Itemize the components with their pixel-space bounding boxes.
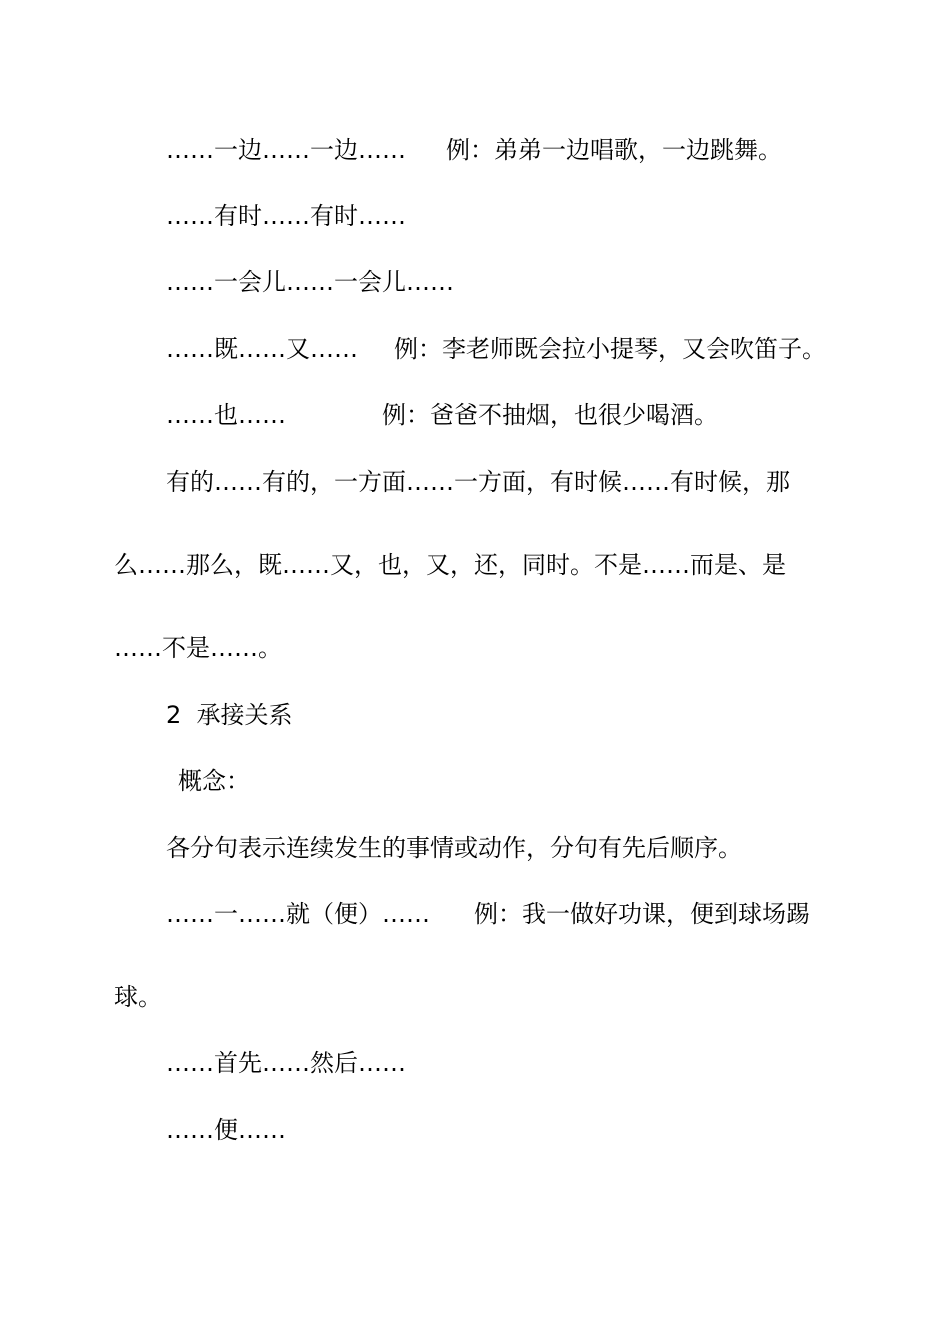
- paragraph-line-3: ……不是……。: [114, 634, 282, 662]
- pattern-text: ……一会儿……一会儿……: [166, 268, 454, 296]
- line-yibian: [166, 134, 782, 166]
- line-ji-you: [166, 333, 826, 365]
- example-text: 例：爸爸不抽烟，也很少喝酒。: [382, 401, 718, 429]
- section-heading: 2 承接关系: [166, 701, 293, 729]
- paragraph-line-1: 有的……有的，一方面……一方面，有时候……有时候，那: [166, 468, 790, 496]
- line-shouxian-ranhou: [166, 1047, 406, 1079]
- paragraph-line-2: 么……那么，既……又，也，又，还，同时。不是……而是、是: [114, 551, 786, 579]
- line-yihuier: [166, 266, 454, 298]
- pattern-text: ……有时……有时……: [166, 202, 406, 230]
- line-bian: [166, 1114, 286, 1146]
- example-text: 例：李老师既会拉小提琴，又会吹笛子。: [394, 335, 826, 363]
- pattern-text: ……一……就（便）……: [166, 900, 430, 928]
- pattern-text: ……也……: [166, 401, 286, 429]
- pattern-text: ……既……又……: [166, 335, 358, 363]
- line-ye: [166, 399, 718, 431]
- example-continuation: 球。: [114, 983, 162, 1011]
- example-text: 例：我一做好功课，便到球场踢: [474, 900, 810, 928]
- concept-label: 概念：: [178, 767, 250, 795]
- pattern-text: ……一边……一边……: [166, 136, 406, 164]
- example-text: 例：弟弟一边唱歌，一边跳舞。: [446, 136, 782, 164]
- pattern-text: ……首先……然后……: [166, 1049, 406, 1077]
- line-youshi: [166, 200, 406, 232]
- pattern-text: ……便……: [166, 1116, 286, 1144]
- definition-text: 各分句表示连续发生的事情或动作，分句有先后顺序。: [166, 834, 742, 862]
- line-yi-jiu: [166, 898, 810, 930]
